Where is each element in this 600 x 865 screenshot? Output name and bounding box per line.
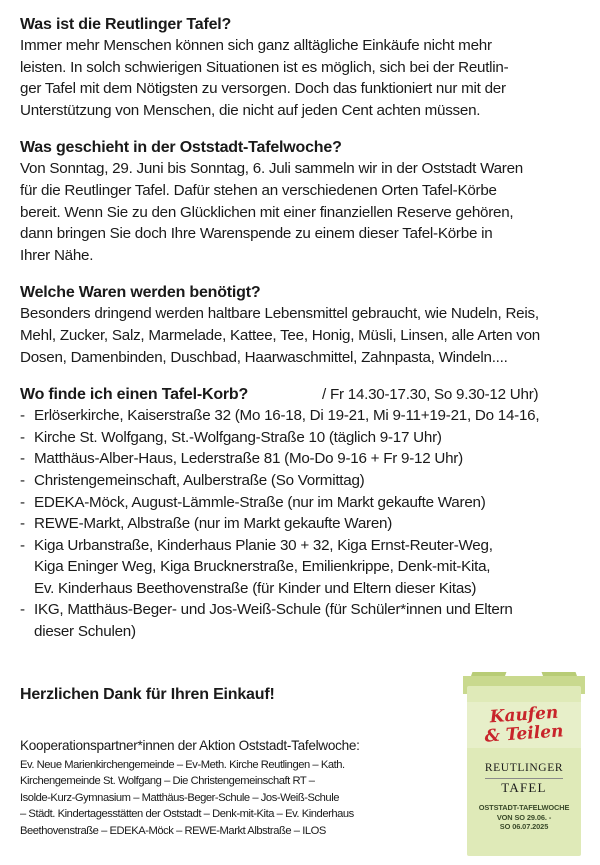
box-brand-name: TAFEL bbox=[501, 780, 547, 795]
section-body bbox=[20, 158, 580, 266]
thanks-text: Herzlichen Dank für Ihren Einkauf! bbox=[20, 686, 275, 703]
box-brand-divider bbox=[485, 778, 563, 779]
location-item bbox=[20, 599, 580, 642]
section-what-is-tafel bbox=[20, 14, 580, 121]
location-item bbox=[20, 405, 580, 427]
section-heading: Was ist die Reutlinger Tafel? bbox=[20, 16, 232, 33]
section-tafelwoche bbox=[20, 137, 580, 266]
section-heading: Was geschieht in der Oststadt-Tafelwoche? bbox=[20, 139, 342, 157]
list-dash: - bbox=[20, 601, 25, 619]
location-line: Matthäus-Alber-Haus, Lederstraße 81 (Mo-Do 9-16 + Fr 9-12 Uhr) bbox=[34, 450, 463, 468]
box-brand-name: REUTLINGER bbox=[484, 762, 564, 774]
location-line: Ev. Kinderhaus Beethovenstraße (für Kinder und Eltern dieser Kitas) bbox=[34, 579, 477, 597]
text-line: leisten. In solch schwierigen Situationen ist es möglich, sich bei der Reutlin- bbox=[20, 58, 509, 76]
partners-list bbox=[20, 757, 450, 839]
list-dash: - bbox=[20, 450, 25, 468]
section-body bbox=[20, 303, 580, 368]
box-info bbox=[467, 803, 581, 832]
location-line: Christengemeinschaft, Aulberstraße (So Vormittag) bbox=[34, 471, 365, 489]
partner-line: Isolde-Kurz-Gymnasium – Matthäus-Beger-Schule – Jos-Weiß-Schule bbox=[20, 791, 340, 804]
section-needed-goods bbox=[20, 282, 580, 368]
text-line: Dosen, Damenbinden, Duschbad, Haarwaschmittel, Zahnpasta, Windeln.... bbox=[20, 348, 508, 366]
box-info-line: OSTSTADT-TAFELWOCHE bbox=[478, 803, 570, 812]
list-dash: - bbox=[20, 493, 25, 511]
text-line: bereit. Wenn Sie zu den Glücklichen mit einer finanziellen Reserve gehören, bbox=[20, 203, 514, 221]
tafel-box-illustration bbox=[461, 672, 587, 858]
box-info-line: VON SO 29.06. - bbox=[496, 812, 552, 822]
text-line: dann bringen Sie doch Ihre Warenspende zu einem dieser Tafel-Körbe in bbox=[20, 225, 493, 243]
location-item bbox=[20, 448, 580, 470]
text-line: für die Reutlinger Tafel. Dafür stehen an verschiedenen Orten Tafel-Körbe bbox=[20, 181, 497, 199]
partner-line: Ev. Neue Marienkirchengemeinde – Ev-Meth. Kirche Reutlingen – Kath. bbox=[20, 759, 345, 771]
location-item bbox=[20, 513, 580, 535]
location-list bbox=[20, 405, 580, 643]
location-line: Kiga Urbanstraße, Kinderhaus Planie 30 + 32, Kiga Ernst-Reuter-Weg, bbox=[34, 536, 493, 554]
location-item bbox=[20, 535, 580, 600]
partner-line: Beethovenstraße – EDEKA-Möck – REWE-Markt Albstraße – ILOS bbox=[20, 824, 326, 837]
location-item bbox=[20, 470, 580, 492]
flyer-page bbox=[20, 14, 580, 659]
list-dash: - bbox=[20, 407, 25, 425]
text-line: Besonders dringend werden haltbare Lebensmittel gebraucht, wie Nudeln, Reis, bbox=[20, 305, 539, 323]
locations-header bbox=[20, 384, 580, 405]
section-body bbox=[20, 35, 580, 121]
partner-line: Kirchengemeinde St. Wolfgang – Die Christengemeinschaft RT – bbox=[20, 775, 315, 788]
text-line: Mehl, Zucker, Salz, Marmelade, Kattee, Tee, Honig, Müsli, Linsen, alle Arten von bbox=[20, 326, 540, 344]
box-info-line: SO 06.07.2025 bbox=[499, 822, 549, 832]
opening-hours: / Fr 14.30-17.30, So 9.30-12 Uhr) bbox=[322, 386, 539, 404]
location-line: Erlöserkirche, Kaiserstraße 32 (Mo 16-18, Di 19-21, Mi 9-11+19-21, Do 14-16, bbox=[34, 407, 540, 425]
partners-block bbox=[20, 737, 450, 839]
text-line: Ihrer Nähe. bbox=[20, 246, 94, 264]
location-item bbox=[20, 427, 580, 449]
text-line: Von Sonntag, 29. Juni bis Sonntag, 6. Juli sammeln wir in der Oststadt Waren bbox=[20, 160, 523, 178]
box-slogan: & Teilen bbox=[483, 721, 565, 747]
list-dash: - bbox=[20, 536, 25, 554]
location-item bbox=[20, 492, 580, 514]
text-line: Immer mehr Menschen können sich ganz alltägliche Einkäufe nicht mehr bbox=[20, 37, 492, 54]
list-dash: - bbox=[20, 428, 25, 446]
text-line: ger Tafel mit dem Nötigsten zu versorgen. Doch das funktioniert nur mit der bbox=[20, 80, 506, 98]
text-line: Unterstützung von Menschen, die nicht auf jeden Cent achten müssen. bbox=[20, 101, 481, 119]
location-line: dieser Schulen) bbox=[34, 623, 136, 641]
partners-title: Kooperationspartner*innen der Aktion Oststadt-Tafelwoche: bbox=[20, 738, 360, 753]
location-line: Kirche St. Wolfgang, St.-Wolfgang-Straße 10 (täglich 9-17 Uhr) bbox=[34, 428, 442, 446]
location-line: IKG, Matthäus-Beger- und Jos-Weiß-Schule (für Schüler*innen und Eltern bbox=[34, 601, 513, 619]
section-locations bbox=[20, 384, 580, 643]
location-line: EDEKA-Möck, August-Lämmle-Straße (nur im Markt gekaufte Waren) bbox=[34, 493, 486, 511]
location-line: REWE-Markt, Albstraße (nur im Markt gekaufte Waren) bbox=[34, 515, 393, 533]
section-heading: Wo finde ich einen Tafel-Korb? bbox=[20, 386, 249, 404]
list-dash: - bbox=[20, 471, 25, 489]
location-line: Kiga Eninger Weg, Kiga Brucknerstraße, Emilienkrippe, Denk-mit-Kita, bbox=[34, 558, 491, 576]
list-dash: - bbox=[20, 515, 25, 533]
box-slogan: Kaufen bbox=[489, 702, 559, 728]
section-heading: Welche Waren werden benötigt? bbox=[20, 284, 261, 302]
partner-line: – Städt. Kindertagesstätten der Oststadt – Denk-mit-Kita – Ev. Kinderhaus bbox=[20, 808, 354, 821]
